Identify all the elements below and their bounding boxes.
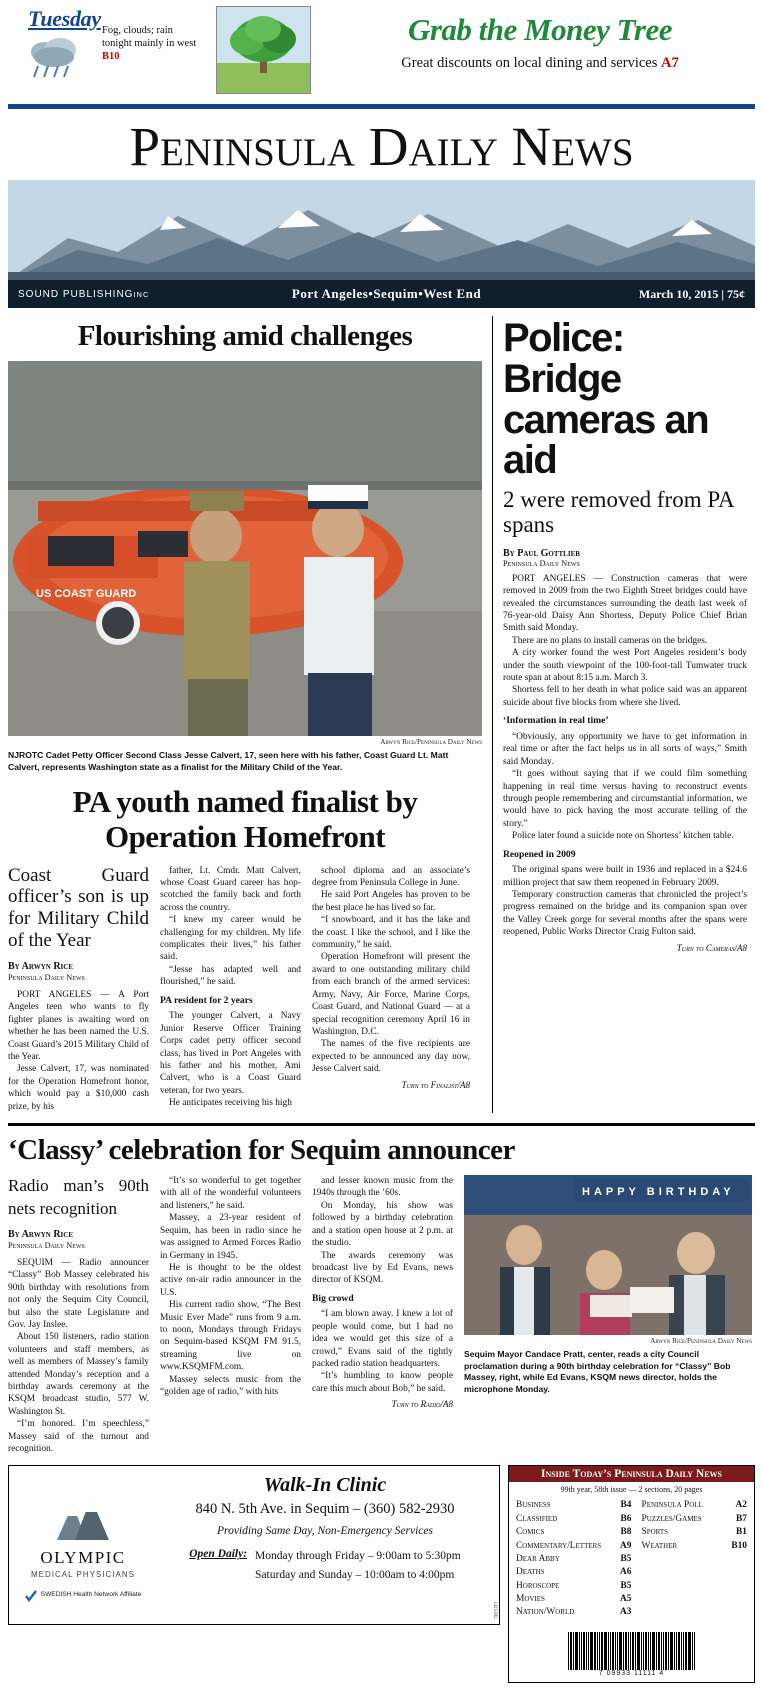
ad-hours-weekday: Monday through Friday – 9:00am to 5:30pm xyxy=(255,1550,461,1563)
list-item[interactable] xyxy=(516,1526,632,1539)
list-item[interactable] xyxy=(516,1499,632,1512)
paragraph: Police later found a suicide note on Shortess’ kitchen table. xyxy=(512,831,734,842)
weather-page-ref: B10 xyxy=(102,51,120,63)
coast-guard-helicopter-photo xyxy=(8,361,482,736)
paragraph: school diploma and an associate’s degree from Peninsula College in June. xyxy=(312,865,470,889)
index-entry-name: Deaths xyxy=(516,1567,545,1578)
index-entry-name: Comics xyxy=(516,1527,545,1538)
barcode-number: 7 09933 11111 4 xyxy=(598,1669,665,1677)
lead-body xyxy=(8,865,482,1113)
index-entry-name: Nation/World xyxy=(516,1607,575,1618)
paragraph: “Obviously, any opportunity we have to get information in real time or after the fact helps us in all sorts of ways,” Smith said Monday. xyxy=(503,731,747,767)
paragraph: “I knew my career would be challenging for my children. My life complicates their lives,” his father said. xyxy=(160,915,301,963)
ad-hours-label: Open Daily: xyxy=(189,1548,248,1561)
lead-kicker: Flourishing amid challenges xyxy=(77,320,413,352)
index-entry-name: Horoscope xyxy=(516,1580,560,1591)
lead-column-2 xyxy=(160,865,312,1113)
paragraph: “It’s humbling to know people care this much about Bob,” he said. xyxy=(312,1371,453,1394)
main-content xyxy=(0,308,763,1113)
paragraph: His current radio show, “The Best Music Ever Made” runs from 9 a.m. to noon, Mondays through Fridays on Sequim-based KSQM FM 91.5, streaming live on www.KSQMFM.com. xyxy=(160,1300,301,1373)
index-entry-name: Commentary/Letters xyxy=(516,1540,602,1551)
photo-cutline: NJROTC Cadet Petty Officer Second Class Jesse Calvert, 17, seen here with his father, Coast Guard Lt. Matt Calvert, represents Washington state as a finalist for the Military Child of the Year. xyxy=(8,750,449,772)
masthead-infobar xyxy=(8,280,755,308)
list-item[interactable] xyxy=(516,1606,632,1619)
sequim-byline: By Arwyn Rice xyxy=(8,1228,73,1240)
paragraph: SEQUIM — Radio announcer “Classy” Bob Massey celebrated his 90th birthday with resolutions from not only the Sequim City Council, but also the state Legislature and Gov. Jay Inslee. xyxy=(8,1257,149,1330)
list-item[interactable] xyxy=(516,1513,632,1526)
svg-text:US COAST GUARD: US COAST GUARD xyxy=(36,588,137,600)
olympic-medical-ad[interactable] xyxy=(8,1465,500,1625)
index-entry-page: B10 xyxy=(731,1540,747,1551)
publisher-name: SOUND PUBLISHINGINC xyxy=(18,288,150,300)
issue-date: March 10, 2015 | 75¢ xyxy=(638,286,745,301)
police-byline: By Paul Gottlieb xyxy=(503,547,580,559)
police-story xyxy=(492,316,747,1113)
svg-text:HAPPY BIRTHDAY: HAPPY BIRTHDAY xyxy=(582,1186,735,1199)
paragraph: Operation Homefront will present the award to one outstanding military child from each branch of the armed services: Army, Navy, Air Force, Marine Corps, Coast Guard, and National Guard — at a special recognition ceremony April 16 in Washington, D.C. xyxy=(312,952,470,1037)
sequim-photo-block xyxy=(464,1175,752,1455)
paragraph: The original spans were built in 1936 and replaced in a $24.6 million project that saw them reopened in February 2009. xyxy=(503,865,747,888)
index-entry-page: A9 xyxy=(620,1540,632,1551)
index-entry-page: A6 xyxy=(620,1567,632,1578)
list-item[interactable] xyxy=(642,1526,748,1539)
paragraph: “Jesse has adapted well and flourished,” he said. xyxy=(160,964,301,988)
ad-hours-weekend: Saturday and Sunday – 10:00am to 4:00pm xyxy=(255,1568,455,1581)
ad-affiliate: SWEDISH Health Network Affiliate xyxy=(40,1591,142,1599)
paragraph: Massey, a 23-year resident of Sequim, has been in radio since he was assigned to Armed Forces Radio in Germany in 1945. xyxy=(160,1213,301,1261)
list-item[interactable] xyxy=(642,1499,748,1512)
index-entry-name: Movies xyxy=(516,1593,545,1604)
paragraph: “I’m honored. I’m speechless,” Massey said of the turnout and recognition. xyxy=(8,1419,149,1455)
police-jumpline[interactable]: Turn to Cameras/A8 xyxy=(676,942,747,953)
paragraph: The younger Calvert, a Navy Junior Reserve Officer Training Corps cadet petty officer second class, has lived in Port Angeles with his father and his mother, Ami Calvert, who is a Coast Guard veteran, for two years. xyxy=(160,1011,301,1096)
money-tree-promo[interactable] xyxy=(317,6,753,72)
paragraph: About 150 listeners, radio station volunteers and staff members, as well as members of Massey’s family attended Monday’s reception and a birthday awards ceremony at the KSQM broadcast studio, 577 W. Washington St. xyxy=(8,1332,149,1417)
index-column-left xyxy=(516,1499,632,1619)
paragraph: The names of the five recipients are expected to be announced any day now, Jesse Calvert said. xyxy=(312,1039,470,1075)
police-body xyxy=(503,573,747,955)
promo-page-ref: A7 xyxy=(661,55,679,71)
paragraph: “It goes without saying that if we could film something happening in real time versus having to reconstruct events through people remembering and circumstantial information, we would have to pick having the most accurate telling of the story.” xyxy=(503,769,747,829)
ad-logo-line1: OLYMPIC xyxy=(40,1547,126,1567)
lead-story xyxy=(8,316,492,1113)
index-entry-page: B4 xyxy=(620,1500,632,1511)
paragraph: The awards ceremony was broadcast live by Ed Evans, news director of KSQM. xyxy=(312,1250,453,1286)
paragraph: On Monday, his show was followed by a birthday celebration and a station open house at 2 p.m. at the studio. xyxy=(312,1200,453,1249)
photo-credit: Arwyn Rice/Peninsula Daily News xyxy=(380,738,482,746)
ad-logo-line2: MEDICAL PHYSICIANS xyxy=(31,1569,135,1579)
index-entry-page: B8 xyxy=(620,1527,632,1538)
sequim-story xyxy=(0,1123,763,1455)
index-entry-name: Dear Abby xyxy=(516,1553,560,1564)
paragraph: “I snowboard, and it has the lake and the coast. I like the school, and I like the community,” he said. xyxy=(312,915,470,951)
index-entry-name: Classified xyxy=(516,1513,558,1524)
lead-subhead: PA resident for 2 years xyxy=(160,994,253,1006)
paragraph: “I am blown away. I knew a lot of people would come, but I had no idea we would get this size of a crowd,” Evans said of the tightly packed radio station headquarters. xyxy=(312,1309,453,1370)
coverage-region: Port Angeles•Sequim•West End xyxy=(291,286,482,301)
paragraph: father, Lt. Cmdr. Matt Calvert, whose Coast Guard career has hop-scotched the family back and forth across the country. xyxy=(160,865,301,913)
section-divider xyxy=(8,1123,755,1126)
skybox xyxy=(0,0,763,100)
ad-code: 1425382 xyxy=(492,1600,497,1619)
list-item[interactable] xyxy=(642,1540,748,1553)
police-byline-org: Peninsula Daily News xyxy=(503,558,580,568)
index-entry-page: B5 xyxy=(620,1580,632,1591)
paragraph: He anticipates receiving his high xyxy=(169,1098,292,1109)
mountain-banner-image xyxy=(8,180,755,280)
lead-byline-org: Peninsula Daily News xyxy=(8,973,85,983)
index-box xyxy=(508,1465,755,1682)
paragraph: “It’s so wonderful to get together with all of the wonderful volunteers and listeners,” he said. xyxy=(160,1176,301,1211)
paragraph: He is thought to be the oldest active on-air radio announcer in the U.S. xyxy=(160,1262,301,1298)
list-item[interactable] xyxy=(516,1566,632,1579)
lead-column-3 xyxy=(312,865,470,1113)
index-entry-name: Sports xyxy=(641,1527,669,1538)
barcode xyxy=(516,1626,747,1670)
swedish-checkmark-icon xyxy=(25,1589,37,1601)
paragraph: Jesse Calvert, 17, was nominated for the Operation Homefront honor, which would pay a $10,000 cash prize, by his xyxy=(8,1064,149,1112)
birthday-celebration-photo xyxy=(464,1175,752,1335)
promo-subline: Great discounts on local dining and services A7 xyxy=(401,55,679,71)
mountain-logo-icon xyxy=(53,1490,113,1544)
index-entry-page: A5 xyxy=(620,1593,632,1604)
index-entry-page: B7 xyxy=(736,1513,747,1524)
paragraph: He said Port Angeles has proven to be the best place he has lived so far. xyxy=(312,890,470,913)
index-entry-name: Business xyxy=(516,1500,551,1511)
list-item[interactable] xyxy=(642,1513,748,1526)
police-subhead: 2 were removed from PA spans xyxy=(503,487,734,538)
index-entry-page: A2 xyxy=(735,1500,747,1511)
weather-day: Tuesday xyxy=(28,6,101,31)
index-entry-name: Puzzles/Games xyxy=(641,1513,702,1524)
index-entry-page: B5 xyxy=(620,1553,632,1564)
index-column-right xyxy=(632,1499,748,1619)
list-item[interactable] xyxy=(516,1580,632,1593)
sequim-headline: ‘Classy’ celebration for Sequim announcer xyxy=(8,1134,515,1167)
sequim-jumpline[interactable]: Turn to Radio/A8 xyxy=(391,1399,453,1410)
police-subhead-1: ‘Information in real time’ xyxy=(503,715,609,727)
lead-deck: Coast Guard officer’s son is up for Military Child of the Year xyxy=(8,864,149,952)
index-entry-name: Weather xyxy=(641,1540,678,1551)
sequim-deck: Radio man’s 90th nets recognition xyxy=(8,1176,149,1218)
lead-column-1 xyxy=(8,865,160,1113)
money-tree-photo xyxy=(216,6,311,94)
weather-teaser[interactable] xyxy=(10,6,210,85)
index-entry-page: B6 xyxy=(620,1513,632,1524)
lead-jumpline[interactable]: Turn to Finalist/A8 xyxy=(401,1079,470,1090)
paragraph: There are no plans to install cameras on the bridges. xyxy=(512,635,708,646)
paragraph: PORT ANGELES — Construction cameras that were removed in 2009 from the two Eighth Street bridges could have revealed the circumstances surrounding the death last week of 76-year-old Daisy Ann Shortess, Deputy Police Chief Brian Smith said Monday. xyxy=(503,573,747,634)
bottom-strip xyxy=(0,1455,763,1690)
cloud-rain-icon xyxy=(24,36,102,85)
sequim-byline-org: Peninsula Daily News xyxy=(8,1241,85,1251)
index-entry-page: A3 xyxy=(620,1607,632,1618)
sequim-subhead: Big crowd xyxy=(312,1292,354,1304)
paragraph: Temporary construction cameras that chronicled the project’s progress remained on the bridge and its companion span over the Valley Creek gorge for several months after the spans were reopened, Public Works Director Craig Fulton said. xyxy=(503,890,747,938)
sequim-column-2 xyxy=(160,1175,312,1455)
index-title: Inside Today’s Peninsula Daily News xyxy=(509,1466,754,1482)
list-item[interactable] xyxy=(516,1553,632,1566)
lead-headline: PA youth named finalist by Operation Homefront xyxy=(72,784,418,854)
ad-title: Walk-In Clinic xyxy=(263,1474,387,1497)
sequim-photo-credit: Arwyn Rice/Peninsula Daily News xyxy=(650,1337,752,1346)
list-item[interactable] xyxy=(516,1540,632,1553)
page-title: Peninsula Daily News xyxy=(129,116,634,177)
ad-address: 840 N. 5th Ave. in Sequim – (360) 582-2930 xyxy=(195,1501,455,1518)
promo-headline: Grab the Money Tree xyxy=(407,12,672,47)
lead-byline: By Arwyn Rice xyxy=(8,961,73,972)
olympic-medical-physicians-logo xyxy=(9,1466,157,1624)
ad-hours xyxy=(159,1547,491,1584)
police-subhead-2: Reopened in 2009 xyxy=(503,848,576,860)
sequim-column-3 xyxy=(312,1175,464,1455)
paragraph: and lesser known music from the 1940s through the ’60s. xyxy=(312,1176,453,1199)
list-item[interactable] xyxy=(516,1593,632,1606)
paragraph: A city worker found the west Port Angeles resident’s body under the south viewpoint of the 100-foot-tall Tumwater truck route span at about 8:15 a.m. March 3. xyxy=(503,648,747,684)
index-entry-page: B1 xyxy=(736,1527,747,1538)
index-subtitle: 99th year, 58th issue — 2 sections, 20 pages xyxy=(560,1485,703,1495)
sequim-column-1 xyxy=(8,1175,160,1455)
police-headline: Police: Bridge cameras an aid xyxy=(503,316,709,483)
paragraph: Massey selects music from the “golden age of radio,” with hits xyxy=(160,1374,301,1397)
weather-text: Fog, clouds; rain tonight mainly in west B10 xyxy=(102,25,197,63)
sequim-photo-cutline: Sequim Mayor Candace Pratt, center, reads a city Council proclamation during a 90th birthday celebration for “Classy” Bob Massey, right, while Ed Evans, KSQM news director, holds the microphone Monday. xyxy=(464,1349,731,1394)
ad-services: Providing Same Day, Non-Emergency Services xyxy=(217,1525,433,1538)
index-entry-name: Peninsula Poll xyxy=(641,1500,703,1511)
paragraph: Shortess fell to her death in what police said was an apparent suicide about five blocks from where she lived. xyxy=(503,685,747,708)
paragraph: PORT ANGELES — A Port Angeles teen who wants to fly fighter planes is awaiting word on whether he has been named the U.S. Coast Guard’s 2015 Military Child of the Year. xyxy=(8,990,149,1063)
